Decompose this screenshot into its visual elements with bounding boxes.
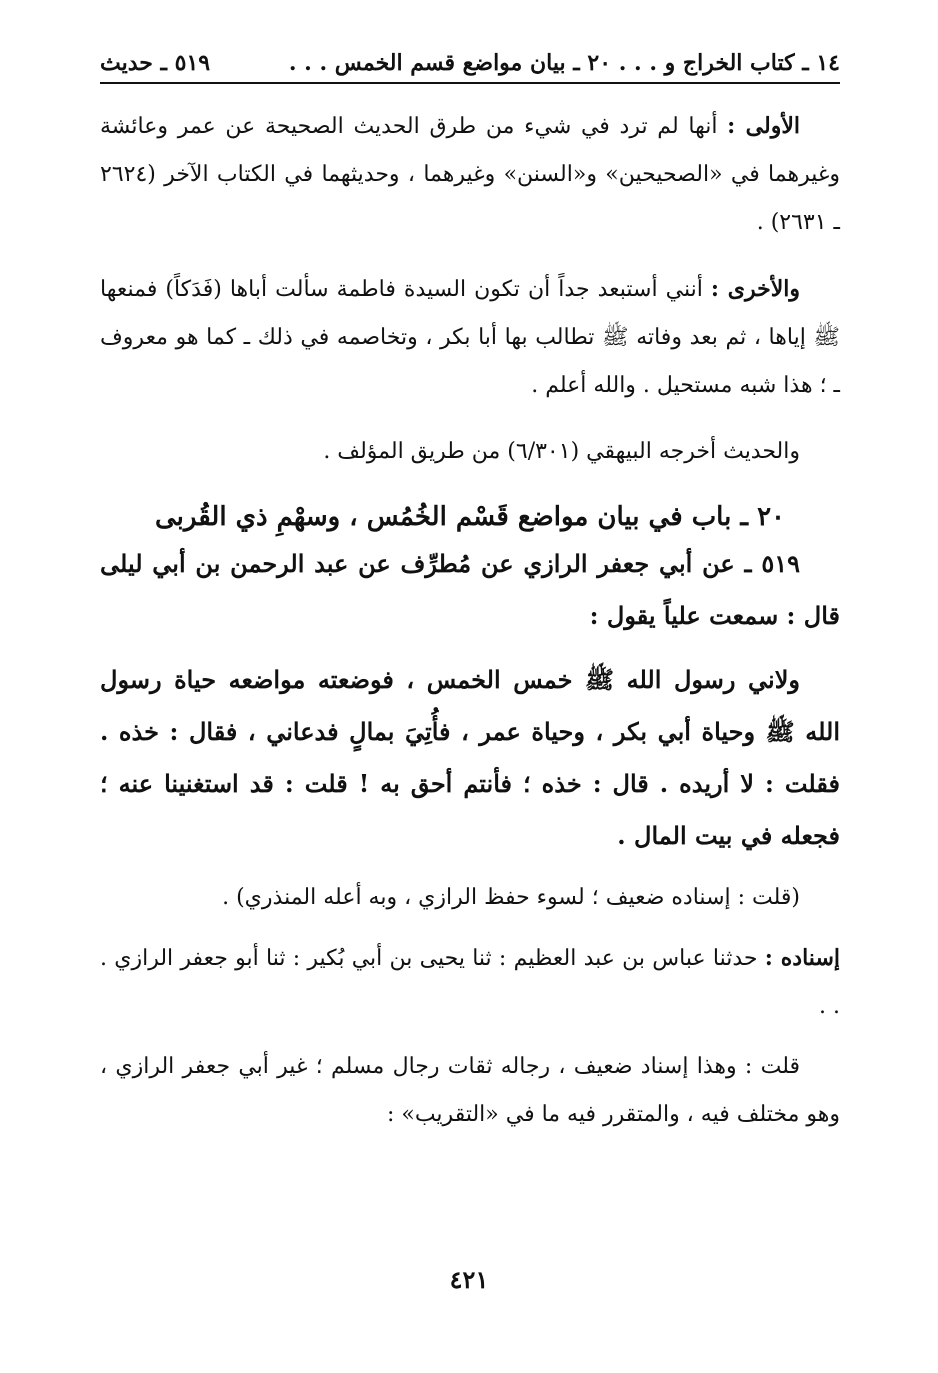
- hadith-chain: ٥١٩ ـ عن أبي جعفر الرازي عن مُطرِّف عن عبد الرحمن بن أبي ليلى قال : سمعت علياً يقول :: [100, 549, 840, 630]
- header-hadith-number: ٥١٩ ـ حديث: [100, 50, 211, 76]
- running-header: [100, 50, 840, 84]
- second-point-text: أنني أستبعد جداً أن تكون السيدة فاطمة سألت أباها (فَدَكاً) فمنعها ﷺ إياها ، ثم بعد وفاته ﷺ تطالب بها أبا بكر ، وتخاصمه في ذلك ـ كما هو معروف ـ ؛ هذا شبه مستحيل . والله أعلم .: [100, 277, 840, 398]
- isnad-paragraph: [100, 934, 840, 1031]
- paragraph-second-point: [100, 265, 840, 410]
- paragraph-first-point: [100, 102, 840, 247]
- first-point-lead: الأولى :: [727, 113, 800, 139]
- hadith-text: ولاني رسول الله ﷺ خمس الخمس ، فوضعته مواضعه حياة رسول الله ﷺ وحياة أبي بكر ، وحياة عمر ، فأُتِيَ بمالٍ فدعاني ، فقال : خذه . فقلت : لا أريده . قال : خذه ؛ فأنتم أحق به ! قلت : قد استغنينا عنه ؛ فجعله في بيت المال .: [100, 665, 840, 850]
- first-point-text: أنها لم ترد في شيء من طرق الحديث الصحيحة عن عمر وعائشة وغيرهما في «الصحيحين» و«السنن» وغيرهما ، وحديثهما في الكتاب الآخر (٢٦٢٤ ـ ٢٦٣١) .: [100, 114, 840, 235]
- second-point-lead: والأخرى :: [710, 276, 801, 302]
- section-title: ٢٠ ـ باب في بيان مواضع قَسْم الخُمُس ، وسهْمِ ذي القُربى: [155, 502, 785, 532]
- header-chapter: ١٤ ـ كتاب الخراج و . . . ٢٠ ـ بيان مواضع قسم الخمس . . .: [288, 50, 840, 76]
- comment-paragraph: قلت : وهذا إسناد ضعيف ، رجاله ثقات رجال مسلم ؛ غير أبي جعفر الرازي ، وهو مختلف فيه ، والمتقرر فيه ما في «التقريب» :: [100, 1054, 840, 1127]
- isnad-text: حدثنا عباس بن عبد العظيم : ثنا يحيى بن أبي بُكير : ثنا أبو جعفر الرازي . . .: [100, 946, 840, 1019]
- page-number: ٤٢١: [449, 1265, 489, 1294]
- isnad-lead: إسناده :: [764, 945, 840, 971]
- paragraph-takhrij: والحديث أخرجه البيهقي (٦/٣٠١) من طريق المؤلف .: [323, 439, 800, 464]
- grading-note: (قلت : إسناده ضعيف ؛ لسوء حفظ الرازي ، وبه أعله المنذري) .: [222, 885, 800, 910]
- page-body: [100, 50, 840, 1139]
